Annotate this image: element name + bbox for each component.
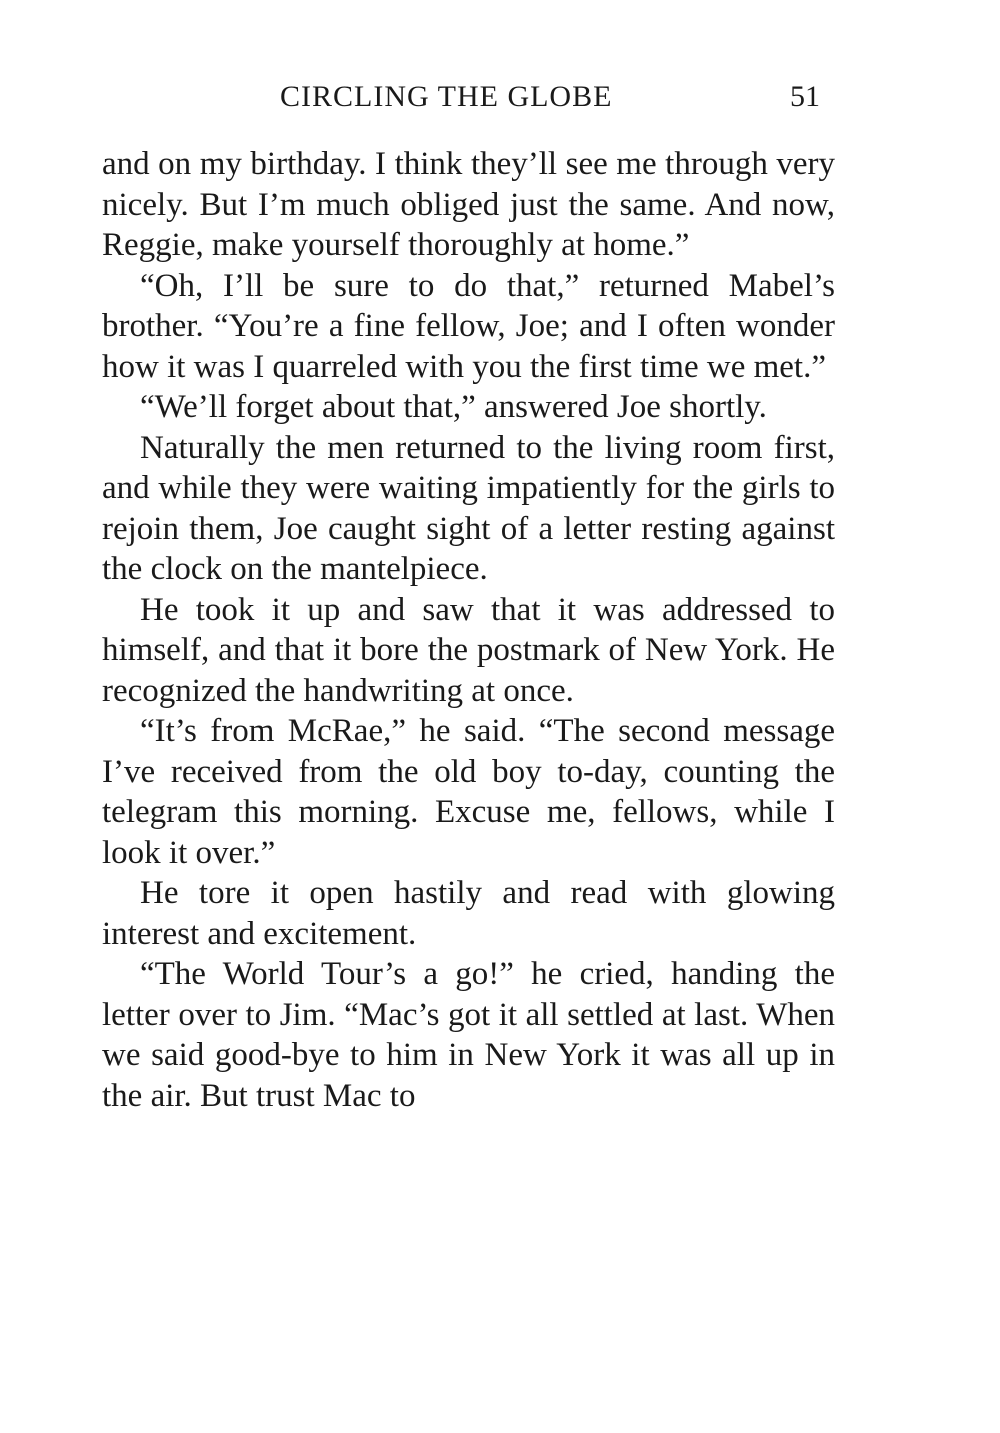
paragraph: Naturally the men returned to the living room first, and while they were waiting impatiently for the girls to rejoin them, Joe caught sight of a letter resting against the clock on the mantelpiece. [102, 429, 835, 587]
page-number: 51 [790, 80, 820, 113]
paragraph: He tore it open hastily and read with glowing interest and excitement. [102, 875, 835, 952]
paragraph: “We’ll forget about that,” answered Joe shortly. [140, 389, 767, 425]
running-head [0, 80, 1000, 120]
paragraph: “It’s from McRae,” he said. “The second message I’ve received from the old boy to-day, counting the telegram this morning. Excuse me, fellows, while I look it over.” [102, 713, 835, 871]
body-text [102, 144, 835, 1116]
paragraph: “Oh, I’ll be sure to do that,” returned Mabel’s brother. “You’re a fine fellow, Joe; and I often wonder how it was I quarreled with you the first time we met.” [102, 267, 835, 385]
paragraph: “The World Tour’s a go!” he cried, handing the letter over to Jim. “Mac’s got it all settled at last. When we said good-bye to him in New York it was all up in the air. But trust Mac to [102, 956, 835, 1114]
paragraph: and on my birthday. I think they’ll see me through very nicely. But I’m much obliged just the same. And now, Reggie, make yourself thoroughly at home.” [102, 146, 835, 263]
paragraph: He took it up and saw that it was addressed to himself, and that it bore the postmark of New York. He recognized the handwriting at once. [102, 591, 835, 709]
running-head-title: CIRCLING THE GLOBE [280, 80, 613, 113]
